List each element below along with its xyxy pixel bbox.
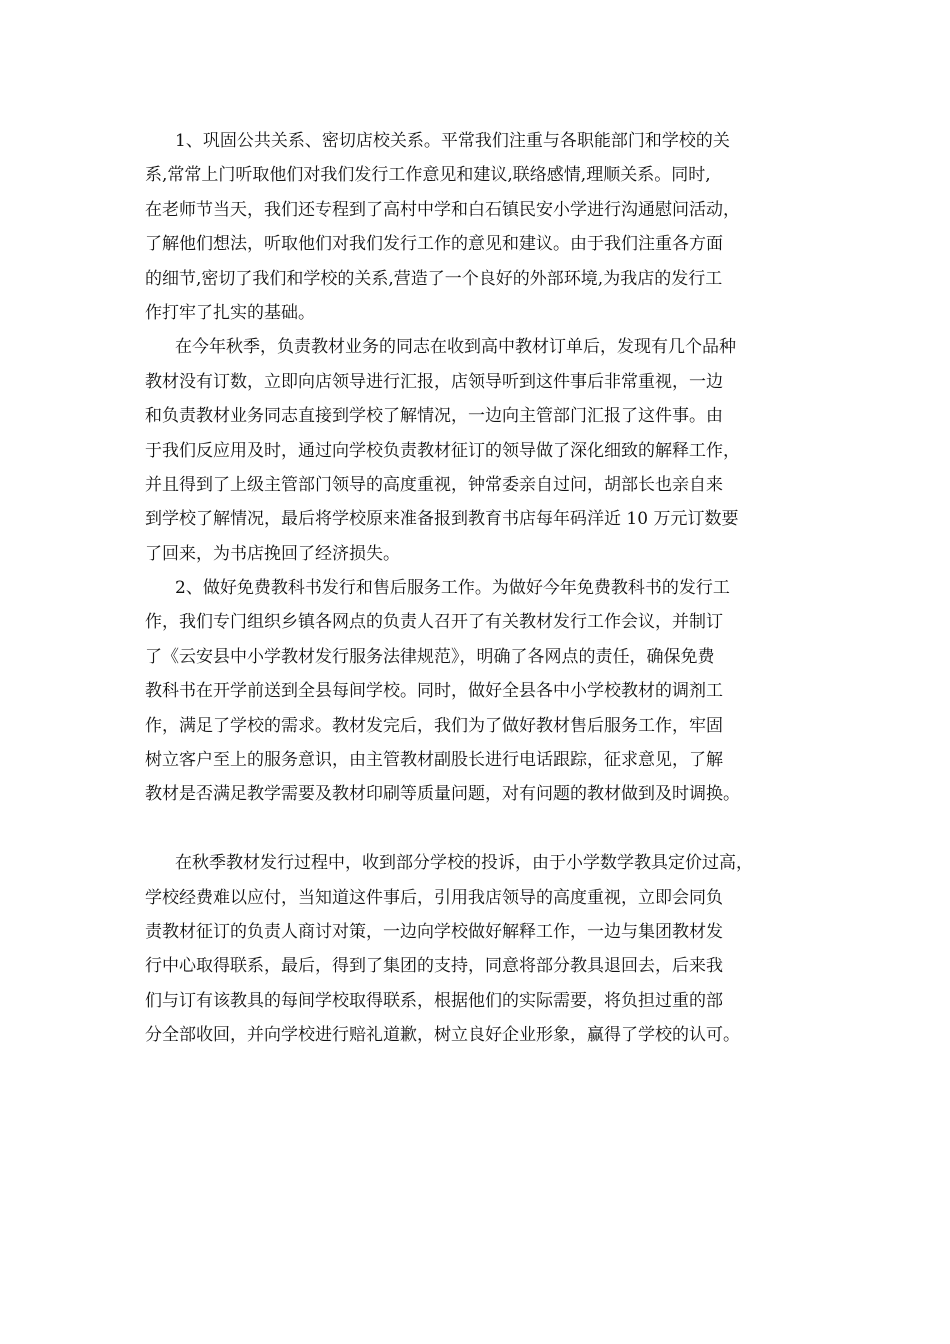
paragraph-3-line-1: 2、做好免费教科书发行和售后服务工作。为做好今年免费教科书的发行工 [175,578,730,599]
paragraph-4-line-6: 分全部收回，并向学校进行赔礼道歉，树立良好企业形象，赢得了学校的认可。 [145,1025,740,1046]
paragraph-2-line-4: 于我们反应用及时，通过向学校负责教材征订的领导做了深化细致的解释工作， [145,440,740,461]
paragraph-2-line-5: 并且得到了上级主管部门领导的高度重视，钟常委亲自过问，胡部长也亲自来 [145,474,723,495]
paragraph-2-line-1: 在今年秋季，负责教材业务的同志在收到高中教材订单后，发现有几个品种 [175,337,736,358]
paragraph-1-line-4: 了解他们想法，听取他们对我们发行工作的意见和建议。由于我们注重各方面 [145,234,723,255]
paragraph-2-line-3: 和负责教材业务同志直接到学校了解情况，一边向主管部门汇报了这件事。由 [145,406,723,427]
paragraph-4-line-1: 在秋季教材发行过程中，收到部分学校的投诉，由于小学数学教具定价过高， [175,853,753,874]
paragraph-1-line-3: 在老师节当天，我们还专程到了高村中学和白石镇民安小学进行沟通慰问活动， [145,199,740,220]
paragraph-3-line-2: 作，我们专门组织乡镇各网点的负责人召开了有关教材发行工作会议，并制订 [145,612,723,633]
paragraph-1-line-6: 作打牢了扎实的基础。 [145,302,315,323]
paragraph-1-line-2: 系,常常上门听取他们对我们发行工作意见和建议,联络感情,理顺关系。同时, [145,165,711,186]
paragraph-1-line-5: 的细节,密切了我们和学校的关系,营造了一个良好的外部环境,为我店的发行工 [145,268,723,289]
paragraph-3-line-5: 作，满足了学校的需求。教材发完后，我们为了做好教材售后服务工作，牢固 [145,715,723,736]
paragraph-4-line-4: 行中心取得联系，最后，得到了集团的支持，同意将部分教具退回去，后来我 [145,956,723,977]
paragraph-4-line-3: 责教材征订的负责人商讨对策，一边向学校做好解释工作，一边与集团教材发 [145,921,723,942]
paragraph-1-line-1: 1、巩固公共关系、密切店校关系。平常我们注重与各职能部门和学校的关 [175,131,730,151]
paragraph-4-line-2: 学校经费难以应付，当知道这件事后，引用我店领导的高度重视，立即会同负 [145,887,723,908]
paragraph-4-line-5: 们与订有该教具的每间学校取得联系，根据他们的实际需要，将负担过重的部 [145,990,723,1011]
paragraph-spacer [145,812,805,846]
paragraph-3-line-4: 教科书在开学前送到全县每间学校。同时，做好全县各中小学校教材的调剂工 [145,681,723,702]
document-body [145,124,805,1053]
paragraph-3-line-3: 了《云安县中小学教材发行服务法律规范》，明确了各网点的责任，确保免费 [145,646,715,667]
paragraph-3-line-6: 树立客户至上的服务意识，由主管教材副股长进行电话跟踪，征求意见，了解 [145,750,723,771]
paragraph-2-line-7: 了回来，为书店挽回了经济损失。 [145,543,400,564]
paragraph-2-line-6: 到学校了解情况，最后将学校原来准备报到教育书店每年码洋近 10 万元订数要 [145,509,739,530]
paragraph-2-line-2: 教材没有订数，立即向店领导进行汇报，店领导听到这件事后非常重视，一边 [145,371,723,392]
paragraph-3-line-7: 教材是否满足教学需要及教材印刷等质量问题，对有问题的教材做到及时调换。 [145,784,740,805]
